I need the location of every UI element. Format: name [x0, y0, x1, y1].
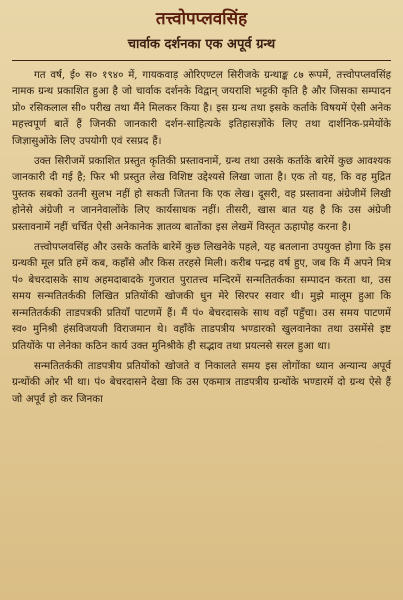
paragraph-2: उक्त सिरीजमें प्रकाशित प्रस्तुत कृतिकी प्रस्तावनामें, ग्रन्थ तथा उसके कर्ताके बारेमें कुछ आवश्यक जानकारी दी गई है; फिर भी प्रस्तुत लेख विशिष्ट उद्देश्यसे लिखा जाता है। एक तो यह, कि वह मुद्रित पुस्तक सबको उतनी सुलभ नहीं हो सकती जितना कि एक लेख। दूसरी, वह प्रस्तावना अंग्रेजीमें लिखी होनेसे अंग्रेजी न जाननेवालोंके लिए कार्यसाधक नहीं। तीसरी, खास बात यह है कि उस अंग्रेजी प्रस्तावनामें नहीं चर्चित ऐसी अनेकानेक ज्ञातव्य बातोंका इस लेखमें विस्तृत ऊहापोह करना है। — [12, 156, 391, 233]
paragraph-4: सन्मतितर्ककी ताडपत्रीय प्रतियोंको खोजते व निकालते समय इस लोगोंका ध्यान अन्यान्य अपूर्व ग्रन्थोंकी ओर भी था। पं० बेचरदासने देखा कि उस एकमात्र ताडपत्रीय ग्रन्थोंके भण्डारमें दो ग्रन्थ ऐसे हैं जो अपूर्व हो कर जिनका — [12, 360, 391, 405]
title-divider — [12, 60, 391, 61]
paragraph-3: तत्त्वोपप्लवसिंह और उसके कर्ताके बारेमें कुछ लिखनेके पहले, यह बतलाना उपयुक्त होगा कि इस ग्रन्थकी मूल प्रति हमें कब, कहाँसे और किस तरहसे मिली। करीब पन्द्रह वर्ष हुए, जब कि मैं अपने मित्र पं० बेचरदासके साथ अहमदाबादके गुजरात पुरातत्त्व मन्दिरमें सन्मतितर्कका सम्पादन करता था, उस समय सन्मतितर्ककी लिखित प्रतियोंकी खोजकी धुन मेरे सिरपर सवार थी। मुझे मालूम हुआ कि सन्मतितर्ककी ताडपत्रकी प्रतियाँ पाटणमें हैं। मैं पं० बेचरदासके साथ वहाँ पहुँचा। उस समय पाटणमें स्व० मुनिश्री हंसविजयजी विराजमान थे। वहाँके ताडपत्रीय भण्डारको खुलवानेका तथा उसमेंसे इष्ट प्रतियोंके पा लेनेका कठिन कार्य उक्त मुनिश्रीके ही सद्भाव तथा प्रयत्नसे सरल हुआ था। — [12, 242, 391, 352]
page-subtitle: चार्वाक दर्शनका एक अपूर्व ग्रन्थ — [127, 37, 276, 52]
paragraph-1: गत वर्ष, ई० स० १९४० में, गायकवाड़ ओरिएण्टल सिरीजके ग्रन्थाङ्क ८७ रूपमें, तत्त्वोपप्लवसिंह नामक ग्रन्थ प्रकाशित हुआ है जो चार्वाक दर्शनके विद्वान् जयराशि भट्टकी कृति है और जिसका सम्पादन प्रो० रसिकलाल सी० परीख तथा मैंने मिलकर किया है। इस ग्रन्थ तथा इसके कर्ताके विषयमें ऐसी अनेक महत्त्वपूर्ण बातें हैं जिनकी जानकारी दर्शन-साहित्यके इतिहासज्ञोंके लिए तथा दार्शनिक-प्रमेयोंके जिज्ञासुओंके लिए उपयोगी एवं रसप्रद हैं। — [12, 70, 391, 147]
page-title: तत्त्वोपप्लवसिंह — [155, 9, 248, 29]
